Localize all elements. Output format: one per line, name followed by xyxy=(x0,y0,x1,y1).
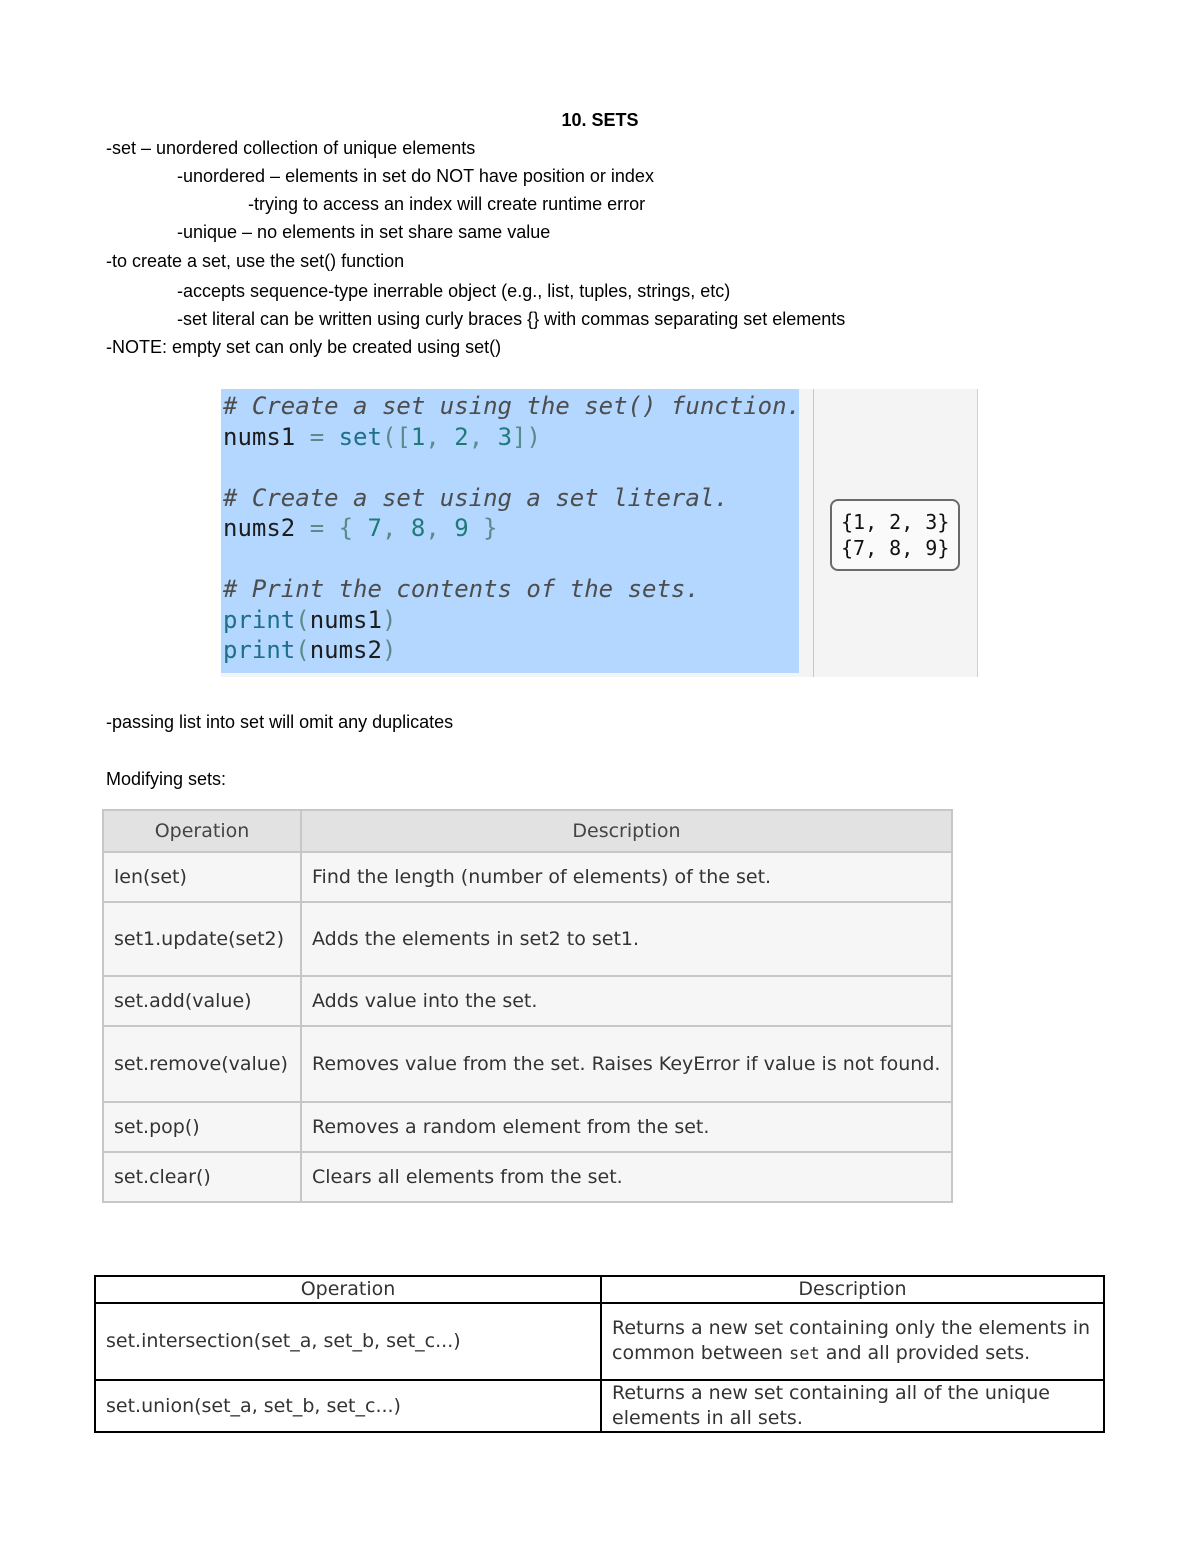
code-token: = xyxy=(295,514,339,542)
table-row xyxy=(103,1152,952,1202)
description-cell xyxy=(601,1303,1104,1380)
description-cell: Adds the elements in set2 to set1. xyxy=(301,902,952,976)
table-header-row xyxy=(95,1276,1104,1303)
column-header: Description xyxy=(601,1276,1104,1303)
description-cell: Returns a new set containing all of the unique elements in all sets. xyxy=(601,1380,1104,1432)
code-token: 7 xyxy=(367,514,382,542)
note-line: -passing list into set will omit any duplicates xyxy=(106,712,454,732)
code-token: nums1 xyxy=(309,605,382,634)
table-row xyxy=(95,1303,1104,1380)
code-token: ]) xyxy=(512,422,541,451)
inline-code: set xyxy=(789,1344,820,1364)
column-header: Operation xyxy=(103,810,301,852)
table-row xyxy=(103,902,952,976)
code-token: 2 xyxy=(454,422,469,451)
code-token: { xyxy=(338,514,368,542)
table-row xyxy=(103,1026,952,1102)
code-token: set xyxy=(338,422,382,451)
description-cell: Removes a random element from the set. xyxy=(301,1102,952,1152)
note-line: -to create a set, use the set() function xyxy=(106,251,405,271)
note-line: -trying to access an index will create runtime error xyxy=(248,194,646,214)
table-row xyxy=(103,852,952,902)
note-line: -unordered – elements in set do NOT have position or index xyxy=(177,166,654,186)
code-comment: # Create a set using the set() function. xyxy=(223,392,801,420)
table-row xyxy=(95,1380,1104,1432)
table-row xyxy=(103,976,952,1026)
description-cell: Find the length (number of elements) of the set. xyxy=(301,852,952,902)
code-token: , xyxy=(425,514,455,542)
table-header-row xyxy=(103,810,952,852)
code-comment: # Print the contents of the sets. xyxy=(223,575,700,603)
code-token: } xyxy=(468,514,498,542)
code-token: ( xyxy=(295,636,310,664)
code-editor xyxy=(221,389,799,673)
note-line: -accepts sequence-type inerrable object (e.g., list, tuples, strings, etc) xyxy=(177,281,731,301)
operation-cell: set.add(value) xyxy=(103,976,301,1026)
code-token: , xyxy=(425,422,455,451)
table-row xyxy=(103,1102,952,1152)
code-token: = xyxy=(295,422,339,451)
code-token: 3 xyxy=(497,422,513,451)
operation-cell: set.remove(value) xyxy=(103,1026,301,1102)
operation-cell: set1.update(set2) xyxy=(103,902,301,976)
code-token: nums2 xyxy=(223,514,296,542)
note-line: -set – unordered collection of unique elements xyxy=(106,138,476,158)
code-block xyxy=(221,389,799,666)
output-text xyxy=(832,501,958,561)
description-text: Returns a new set containing only the elements in common between xyxy=(612,1317,1091,1364)
operation-cell: set.intersection(set_a, set_b, set_c...) xyxy=(95,1303,601,1380)
code-token: print xyxy=(223,605,296,634)
output-line: {7, 8, 9} xyxy=(841,536,950,560)
description-cell: Adds value into the set. xyxy=(301,976,952,1026)
column-header: Operation xyxy=(95,1276,601,1303)
code-token: 9 xyxy=(454,514,469,542)
note-line: -unique – no elements in set share same value xyxy=(177,222,551,242)
section-heading: Modifying sets: xyxy=(106,769,227,789)
set-operations-table xyxy=(94,1275,1105,1433)
modify-sets-table xyxy=(102,809,953,1203)
description-cell: Removes value from the set. Raises KeyError if value is not found. xyxy=(301,1026,952,1102)
note-line: -NOTE: empty set can only be created using set() xyxy=(106,337,502,357)
code-comment: # Create a set using a set literal. xyxy=(223,483,729,512)
code-token: ([ xyxy=(381,422,411,451)
operation-cell: set.pop() xyxy=(103,1102,301,1152)
output-line: {1, 2, 3} xyxy=(841,510,950,534)
code-token: 1 xyxy=(410,422,426,451)
operation-cell: set.clear() xyxy=(103,1152,301,1202)
code-token: print xyxy=(223,636,296,664)
page-title: 10. SETS xyxy=(561,110,639,130)
code-token: ) xyxy=(381,605,397,634)
code-token: nums2 xyxy=(309,636,382,664)
code-token: ( xyxy=(295,605,310,634)
operation-cell: len(set) xyxy=(103,852,301,902)
code-token: ) xyxy=(381,636,397,664)
code-token: nums1 xyxy=(223,422,296,451)
column-header: Description xyxy=(301,810,952,852)
operation-cell: set.union(set_a, set_b, set_c...) xyxy=(95,1380,601,1432)
code-token: , xyxy=(381,514,411,542)
code-token: 8 xyxy=(410,514,426,542)
description-cell: Clears all elements from the set. xyxy=(301,1152,952,1202)
pane-divider xyxy=(813,389,814,677)
console-output xyxy=(830,499,960,571)
note-line: -set literal can be written using curly braces {} with commas separating set elements xyxy=(177,309,846,329)
code-example-figure xyxy=(221,389,978,677)
code-token: , xyxy=(468,422,498,451)
description-text: and all provided sets. xyxy=(819,1342,1031,1364)
